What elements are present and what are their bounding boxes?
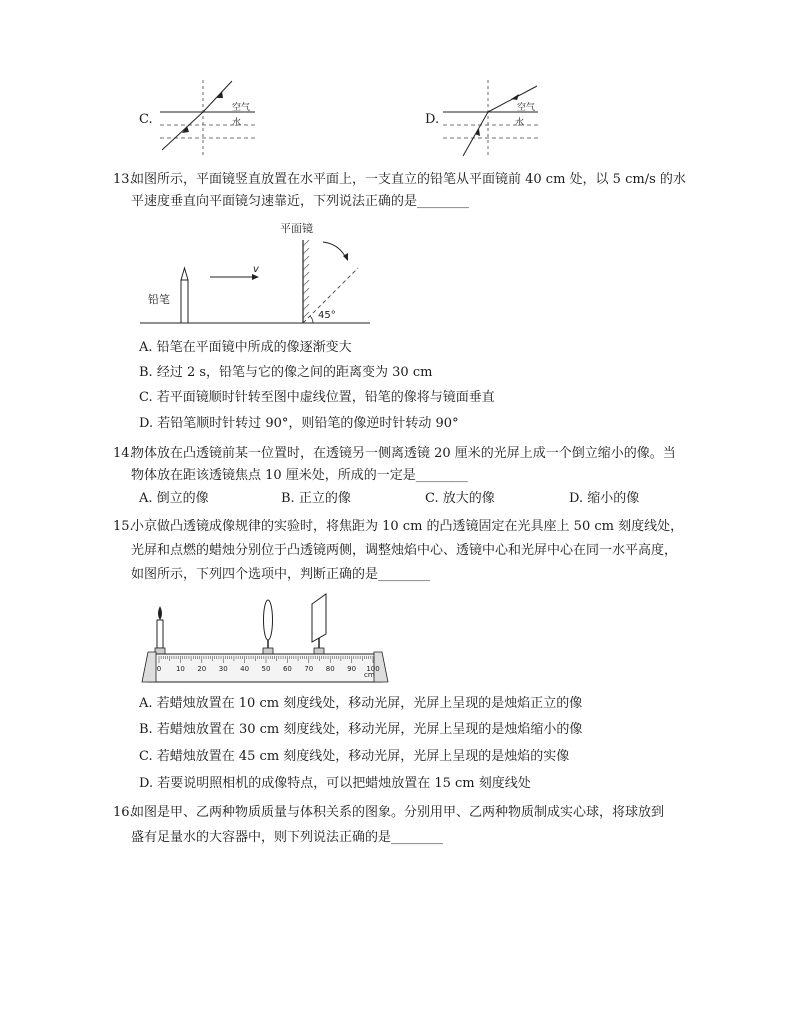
ruler-label: 30 [218,665,228,673]
option-d-label: D. [425,112,440,127]
velocity-label: v [253,264,259,275]
water-label-d: 水 [515,118,525,128]
angle-label: 45° [318,310,336,321]
refraction-diagram-c [160,78,260,158]
ruler-label: 50 [261,665,271,673]
q14-option-b: B. 正立的像 [281,491,351,506]
q15-option-b: B. 若蜡烛放置在 30 cm 刻度线处，移动光屏，光屏上呈现的是烛焰缩小的像 [139,722,583,737]
q15-stem-line2: 光屏和点燃的蜡烛分别位于凸透镜两侧，调整烛焰中心、透镜中心和光屏中心在同一水平高度， [131,543,678,558]
mirror-label: 平面镜 [280,222,313,235]
ruler-label: 90 [347,665,357,673]
q15-stem-line1: 小京做凸透镜成像规律的实验时，将焦距为 10 cm 的凸透镜固定在光具座上 50 cm 刻度线处， [131,519,684,534]
q14-stem-line2: 物体放在距该透镜焦点 10 厘米处，所成的一定是________ [131,468,468,483]
ruler-label: 70 [304,665,314,673]
ruler-label: 80 [325,665,335,673]
ruler-label: 60 [282,665,292,673]
q14-option-c: C. 放大的像 [425,491,495,506]
optical-bench-figure [140,592,400,690]
ruler-label: 20 [197,665,207,673]
q15-option-a: A. 若蜡烛放置在 10 cm 刻度线处，移动光屏，光屏上呈现的是烛焰正立的像 [139,696,583,711]
pencil-label: 铅笔 [148,293,170,306]
q13-number: 13. [113,172,134,187]
air-label-d: 空气 [517,103,536,113]
water-label-c: 水 [232,118,242,128]
q14-stem-line1: 物体放在凸透镜前某一位置时，在透镜另一侧离透镜 20 厘米的光屏上成一个倒立缩小的像。当 [131,446,676,461]
q15-option-c: C. 若蜡烛放置在 45 cm 刻度线处，移动光屏，光屏上呈现的是烛焰的实像 [139,749,570,764]
q13-option-b: B. 经过 2 s，铅笔与它的像之间的距离变为 30 cm [139,365,433,380]
q16-number: 16. [113,805,134,820]
q13-option-a: A. 铅笔在平面镜中所成的像逐渐变大 [139,340,352,355]
refraction-diagram-d [443,78,543,158]
ruler-unit: cm [364,671,375,679]
q16-stem-line2: 盛有足量水的大容器中，则下列说法正确的是________ [131,830,444,845]
q14-option-a: A. 倒立的像 [139,491,209,506]
q14-number: 14. [113,446,134,461]
ruler-label: 10 [175,665,185,673]
air-label-c: 空气 [232,103,251,113]
q13-stem-line2: 平速度垂直向平面镜匀速靠近，下列说法正确的是________ [131,194,470,209]
ruler-label: 100 [366,665,380,673]
option-c-label: C. [139,112,153,127]
q13-option-c: C. 若平面镜顺时针转至图中虚线位置，铅笔的像将与镜面垂直 [139,390,495,405]
q15-option-d: D. 若要说明照相机的成像特点，可以把蜡烛放置在 15 cm 刻度线处 [139,776,531,791]
q15-number: 15. [113,519,134,534]
q15-stem-line3: 如图所示，下列四个选项中，判断正确的是________ [131,567,431,582]
ruler-label: 0 [156,665,162,673]
q13-stem-line1: 如图所示，平面镜竖直放置在水平面上，一支直立的铅笔从平面镜前 40 cm 处，以 5 cm/s 的水 [131,172,686,187]
q14-option-d: D. 缩小的像 [569,491,640,506]
q16-stem-line1: 如图是甲、乙两种物质质量与体积关系的图象。分别用甲、乙两种物质制成实心球，将球放到 [131,805,665,820]
ruler-label: 40 [240,665,250,673]
q13-option-d: D. 若铅笔顺时针转过 90°，则铅笔的像逆时针转动 90° [139,416,459,431]
mirror-pencil-figure [140,220,375,330]
